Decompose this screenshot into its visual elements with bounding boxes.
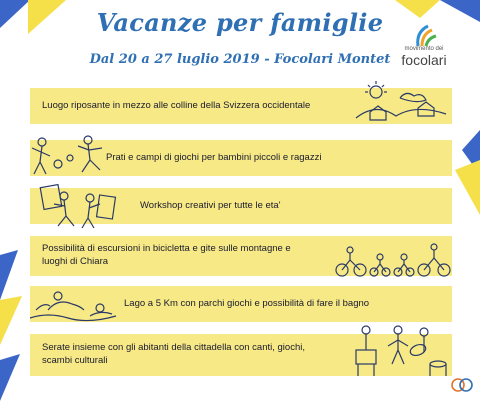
painting-workshop-icon [38, 180, 118, 230]
feature-text-5: Lago a 5 Km con parchi giochi e possibilità di fare il bagno [124, 297, 370, 309]
feature-text-2: Prati e campi di giochi per bambini piccoli e ragazzi [106, 151, 322, 163]
feature-text-4: Possibilità di escursioni in bicicletta e gite sulle montagne e luoghi di Chiara [42, 243, 291, 267]
logo-line-big: focolari [401, 52, 447, 68]
page-title: Vacanze per famiglie [96, 8, 384, 37]
feature-text-3: Workshop creativi per tutte le eta' [140, 199, 281, 211]
footer-brand-icon [450, 376, 474, 398]
feature-text-6: Serate insieme con gli abitanti della cittadella con canti, giochi, scambi culturali [42, 342, 305, 366]
musicians-icon [352, 320, 448, 378]
page-subtitle: Dal 20 a 27 luglio 2019 - Focolari Montet [89, 52, 391, 67]
cyclists-icon [334, 240, 454, 278]
logo-line-small: movimento dei [404, 46, 444, 52]
swimmers-icon [28, 284, 118, 324]
landscape-icon [356, 80, 448, 128]
feature-text-1: Luogo riposante in mezzo alle colline della Svizzera occidentale [42, 99, 311, 111]
children-playing-icon [30, 134, 110, 182]
